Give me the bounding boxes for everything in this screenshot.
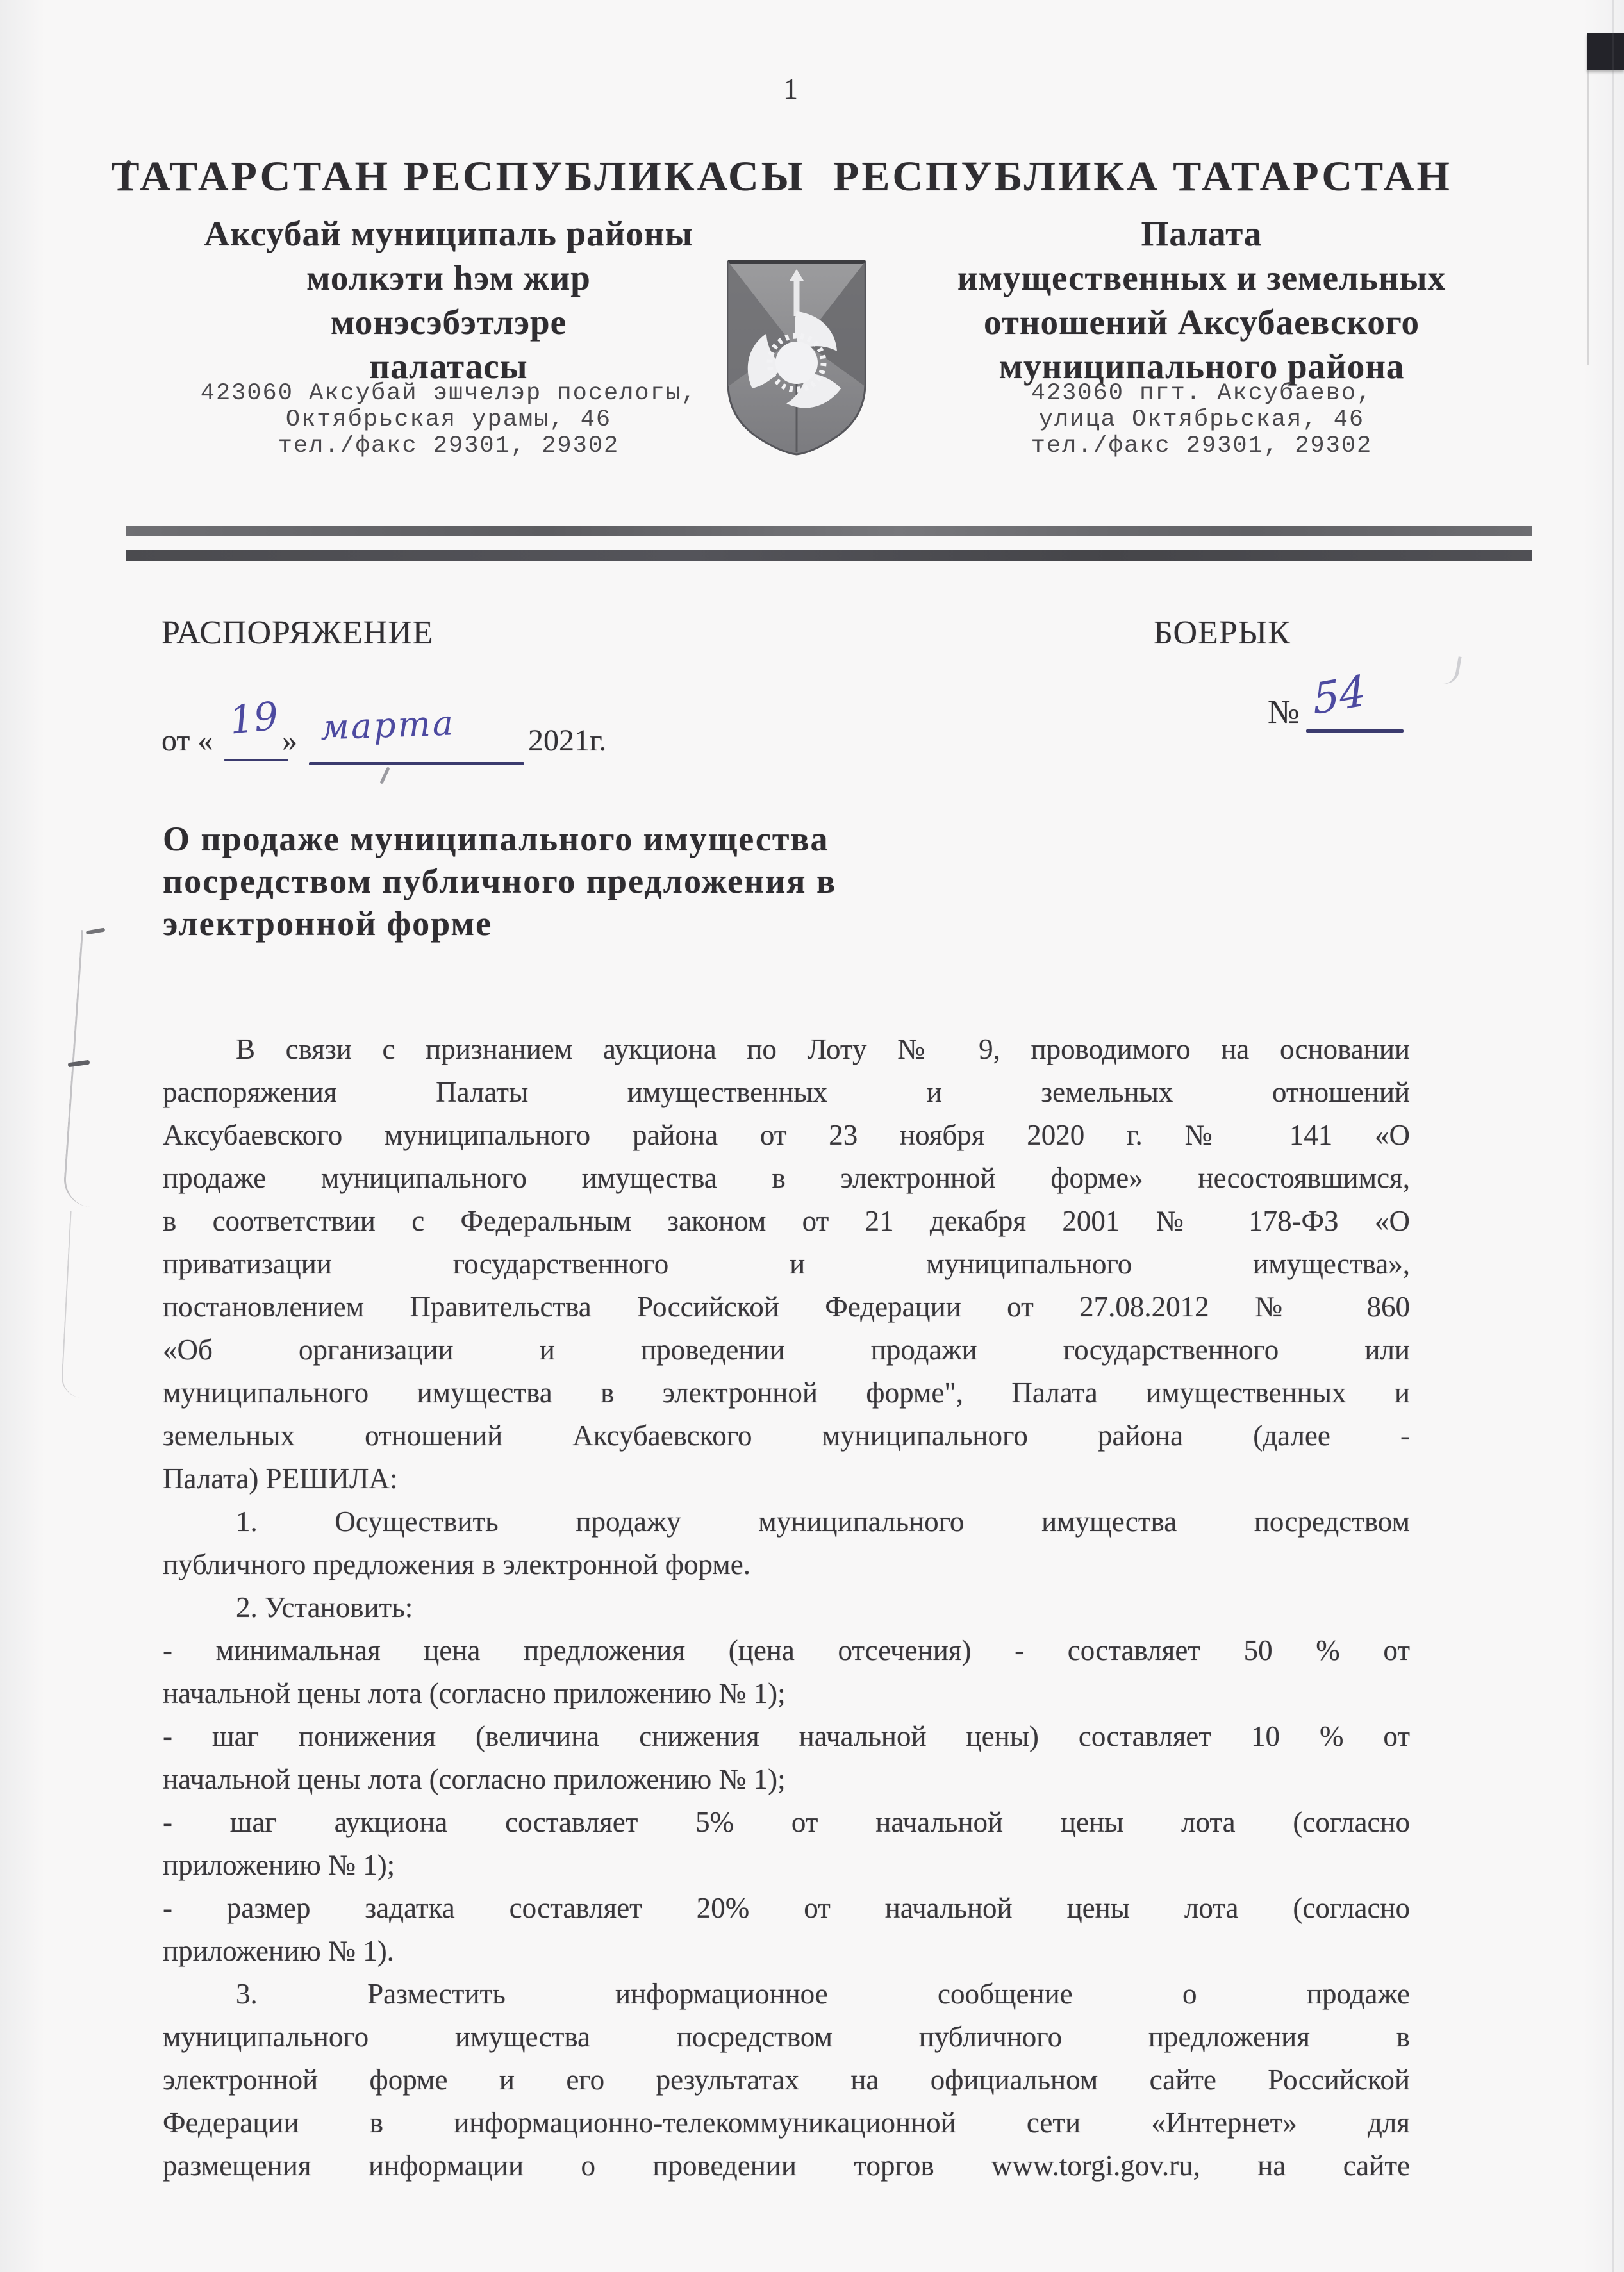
scan-artifact-binding-curve-lower (60, 1211, 90, 1397)
body-line: 1. Осуществить продажу муниципального имущества посредством (236, 1505, 1410, 1538)
body-line: распоряжения Палаты имущественных и земельных отношений (163, 1076, 1410, 1108)
doc-body (163, 1028, 1410, 2187)
body-line: продаже муниципального имущества в электронной форме» несостоявшимся, (163, 1162, 1410, 1194)
org-name-line: Палата (1141, 214, 1263, 253)
body-line: публичного предложения в электронной форме. (163, 1548, 750, 1580)
body-line: в соответствии с Федеральным законом от 21 декабря 2001 № 178-ФЗ «О (163, 1205, 1410, 1237)
body-line: Палата) РЕШИЛА: (163, 1463, 398, 1495)
body-line: - шаг понижения (величина снижения начальной цены) составляет 10 % от (163, 1720, 1410, 1752)
date-day-underline (224, 759, 288, 761)
doc-subject-line: О продаже муниципального имущества (163, 820, 829, 858)
body-line: Аксубаевского муниципального района от 23 ноября 2020 г. № 141 «О (163, 1119, 1410, 1151)
body-line: 2. Установить: (236, 1591, 413, 1623)
address-line: 423060 Аксубай эшчелэр поселогы, (200, 380, 697, 407)
body-line: муниципального имущества в электронной форме", Палата имущественных и (163, 1377, 1410, 1409)
org-name-line: имущественных и земельных (957, 258, 1446, 297)
date-year: 2021г. (528, 724, 607, 758)
body-line: размещения информации о проведении торгов www.torgi.gov.ru, на сайте (163, 2150, 1410, 2182)
scan-artifact-corner-block (1587, 33, 1624, 70)
scan-artifact-edge-line (1587, 70, 1589, 365)
body-line: приложению № 1). (163, 1935, 394, 1967)
scan-artifact-binding-curve-upper (62, 930, 109, 1207)
address-line: 423060 пгт. Аксубаево, (1031, 380, 1373, 407)
coat-of-arms-icon (723, 255, 870, 457)
address-line: улица Октябрьская, 46 (1038, 406, 1365, 433)
doc-type-tatar: БОЕРЫК (1154, 615, 1291, 651)
scan-artifact-pen-tick (379, 767, 390, 784)
body-line: начальной цены лота (согласно приложению № 1); (163, 1677, 786, 1709)
date-prefix: от « (162, 724, 213, 758)
header-title-russian: РЕСПУБЛИКА ТАТАРСТАН (833, 153, 1452, 200)
date-month-underline (309, 762, 524, 765)
body-line: - размер задатка составляет 20% от начальной цены лота (согласно (163, 1892, 1410, 1924)
org-name-line: молкэти һэм жир (306, 258, 591, 297)
org-name-line: муниципального района (998, 347, 1405, 386)
body-line: приложению № 1); (163, 1849, 395, 1881)
body-line: В связи с признанием аукциона по Лоту № 9, проводимого на основании (236, 1033, 1410, 1065)
doc-subject-line: электронной форме (163, 904, 493, 943)
header-title-tatar: ТАТАРСТАН РЕСПУБЛИКАСЫ (111, 153, 806, 200)
org-address-russian (897, 381, 1506, 460)
header-divider-upper (126, 526, 1532, 536)
body-line: муниципального имущества посредством публичного предложения в (163, 2021, 1410, 2053)
body-line: «Об организации и проведении продажи государственного или (163, 1334, 1410, 1366)
org-name-russian (897, 211, 1506, 388)
body-line: - минимальная цена предложения (цена отсечения) - составляет 50 % от (163, 1634, 1410, 1666)
handwritten-doc-number: 54 (1311, 665, 1368, 725)
doc-type-russian: РАСПОРЯЖЕНИЕ (162, 615, 434, 651)
body-line: - шаг аукциона составляет 5% от начальной цены лота (согласно (163, 1806, 1410, 1838)
doc-subject (163, 818, 1022, 945)
handwritten-month: марта (319, 702, 456, 748)
doc-subject-line: посредством публичного предложения в (163, 862, 837, 900)
org-name-tatar (154, 211, 743, 388)
date-close-quote: » (282, 724, 297, 758)
body-line: постановлением Правительства Российской Федерации от 27.08.2012 № 860 (163, 1291, 1410, 1323)
address-line: тел./факс 29301, 29302 (278, 433, 620, 460)
body-line: приватизации государственного и муниципального имущества», (163, 1248, 1410, 1280)
address-line: тел./факс 29301, 29302 (1031, 433, 1373, 460)
address-line: Октябрьская урамы, 46 (285, 406, 612, 433)
page-number: 1 (783, 72, 798, 105)
body-line: Федерации в информационно-телекоммуникационной сети «Интернет» для (163, 2107, 1410, 2139)
doc-number-underline (1306, 729, 1404, 733)
handwritten-day: 19 (227, 693, 281, 743)
scan-artifact-right-seam (1612, 0, 1614, 2272)
body-line: электронной форме и его результатах на официальном сайте Российской (163, 2064, 1410, 2096)
body-line: начальной цены лота (согласно приложению № 1); (163, 1763, 786, 1795)
org-name-line: отношений Аксубаевского (984, 303, 1420, 342)
org-name-line: Аксубай муниципаль районы (204, 214, 693, 253)
body-line: земельных отношений Аксубаевского муниципального района (далее - (163, 1420, 1410, 1452)
scan-artifact-pen-hook (1437, 654, 1462, 686)
org-address-tatar (154, 381, 743, 460)
body-line: 3. Разместить информационное сообщение о продаже (236, 1978, 1410, 2010)
org-name-line: монэсэбэтлэре (330, 303, 567, 342)
header-divider-lower (126, 550, 1532, 561)
org-name-line: палатасы (369, 347, 528, 386)
doc-number-label: № (1268, 694, 1300, 731)
